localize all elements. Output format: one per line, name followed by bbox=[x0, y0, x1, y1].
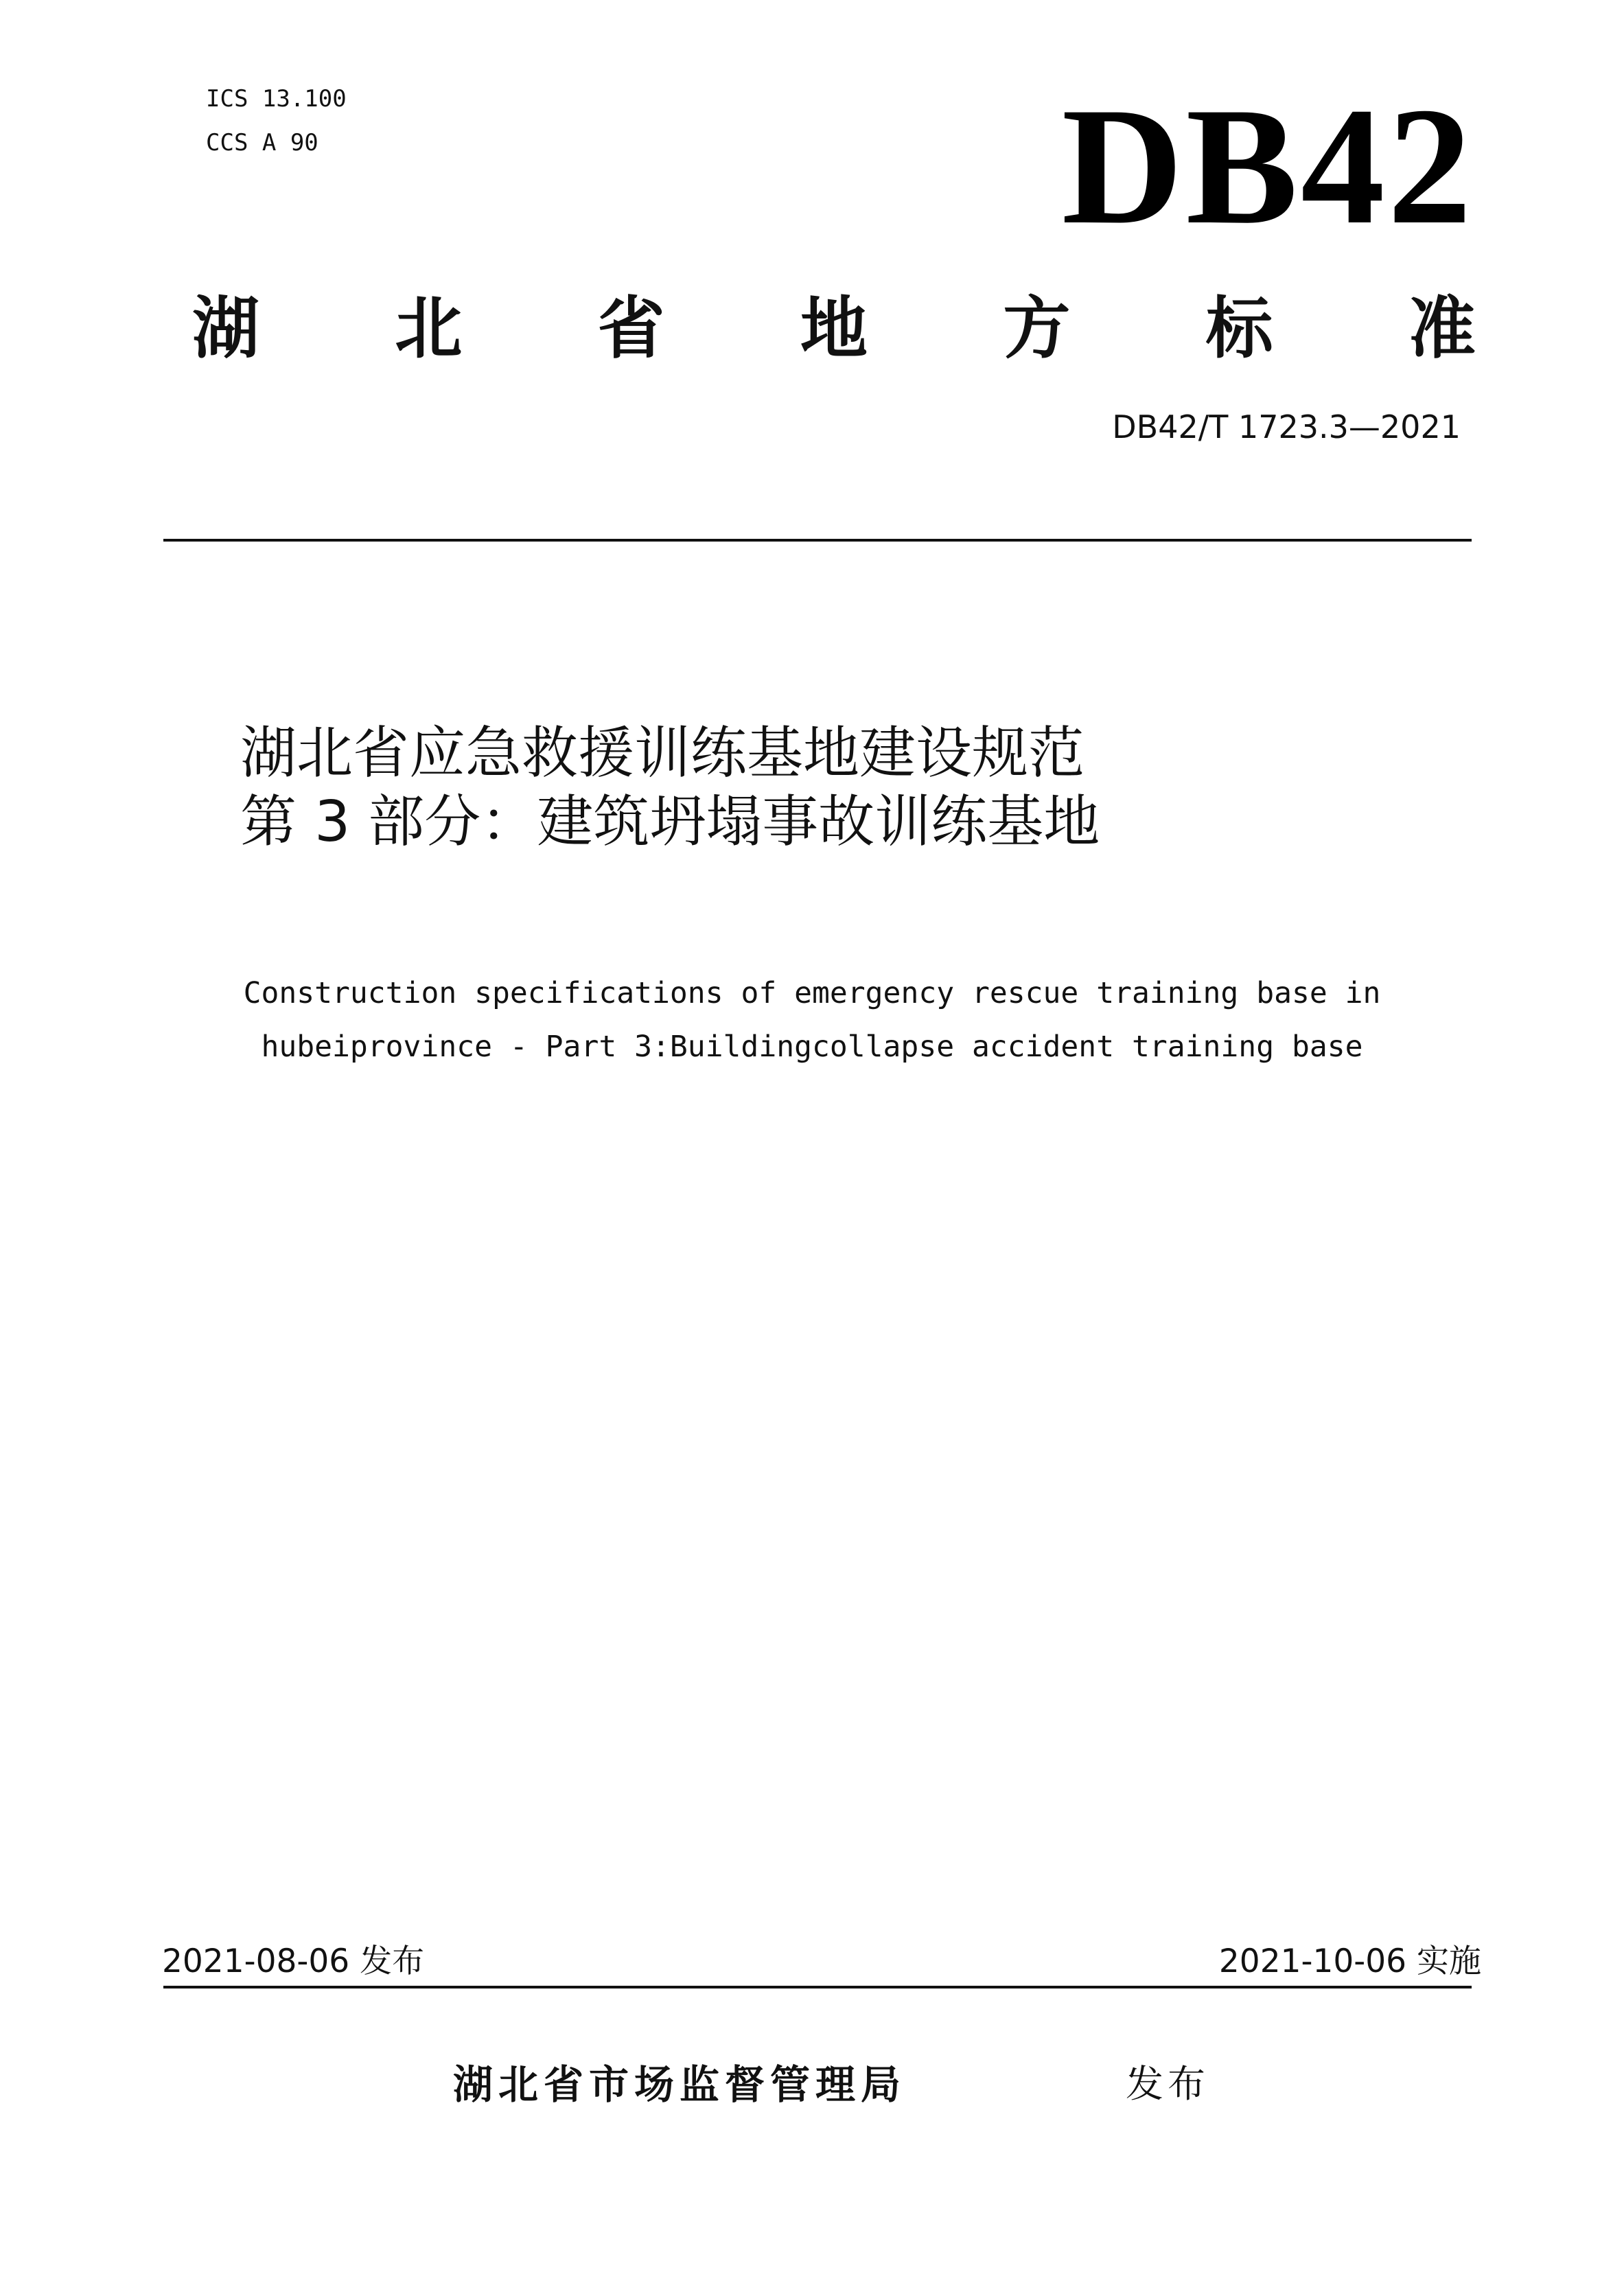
standard-type-char: 省 bbox=[597, 289, 665, 368]
standard-type-char: 标 bbox=[1205, 289, 1273, 368]
issuing-action: 发布 bbox=[1126, 2062, 1210, 2106]
top-divider bbox=[163, 539, 1472, 542]
classification-codes bbox=[206, 77, 347, 165]
standard-type-char: 湖 bbox=[192, 289, 260, 368]
standard-code-logo: DB42 bbox=[1061, 73, 1474, 259]
chinese-title bbox=[240, 719, 1100, 857]
chinese-title-line-1: 湖北省应急救援训练基地建设规范 bbox=[240, 721, 1085, 786]
standard-type-char: 方 bbox=[1003, 289, 1071, 368]
publish-date: 2021-08-06 发布 bbox=[162, 1943, 425, 1980]
issuing-authority: 湖北省市场监督管理局 bbox=[453, 2061, 907, 2108]
english-title-line-2: hubeiprovince - Part 3:Buildingcollapse accident training base bbox=[261, 1030, 1363, 1064]
ccs-code: CCS A 90 bbox=[206, 129, 318, 156]
english-title bbox=[178, 966, 1446, 1074]
chinese-title-line-2: 第 3 部分：建筑坍塌事故训练基地 bbox=[240, 789, 1100, 855]
standard-number: DB42/T 1723.3—2021 bbox=[1112, 408, 1461, 445]
implement-date: 2021-10-06 实施 bbox=[1218, 1943, 1481, 1980]
standard-type-char: 地 bbox=[800, 289, 868, 368]
ics-code: ICS 13.100 bbox=[206, 85, 347, 113]
standard-type-char: 准 bbox=[1408, 289, 1476, 368]
english-title-line-1: Construction specifications of emergency rescue training base in bbox=[243, 976, 1381, 1010]
bottom-divider bbox=[163, 1986, 1472, 1988]
standard-type-heading bbox=[192, 275, 1476, 371]
standard-type-char: 北 bbox=[395, 289, 463, 368]
